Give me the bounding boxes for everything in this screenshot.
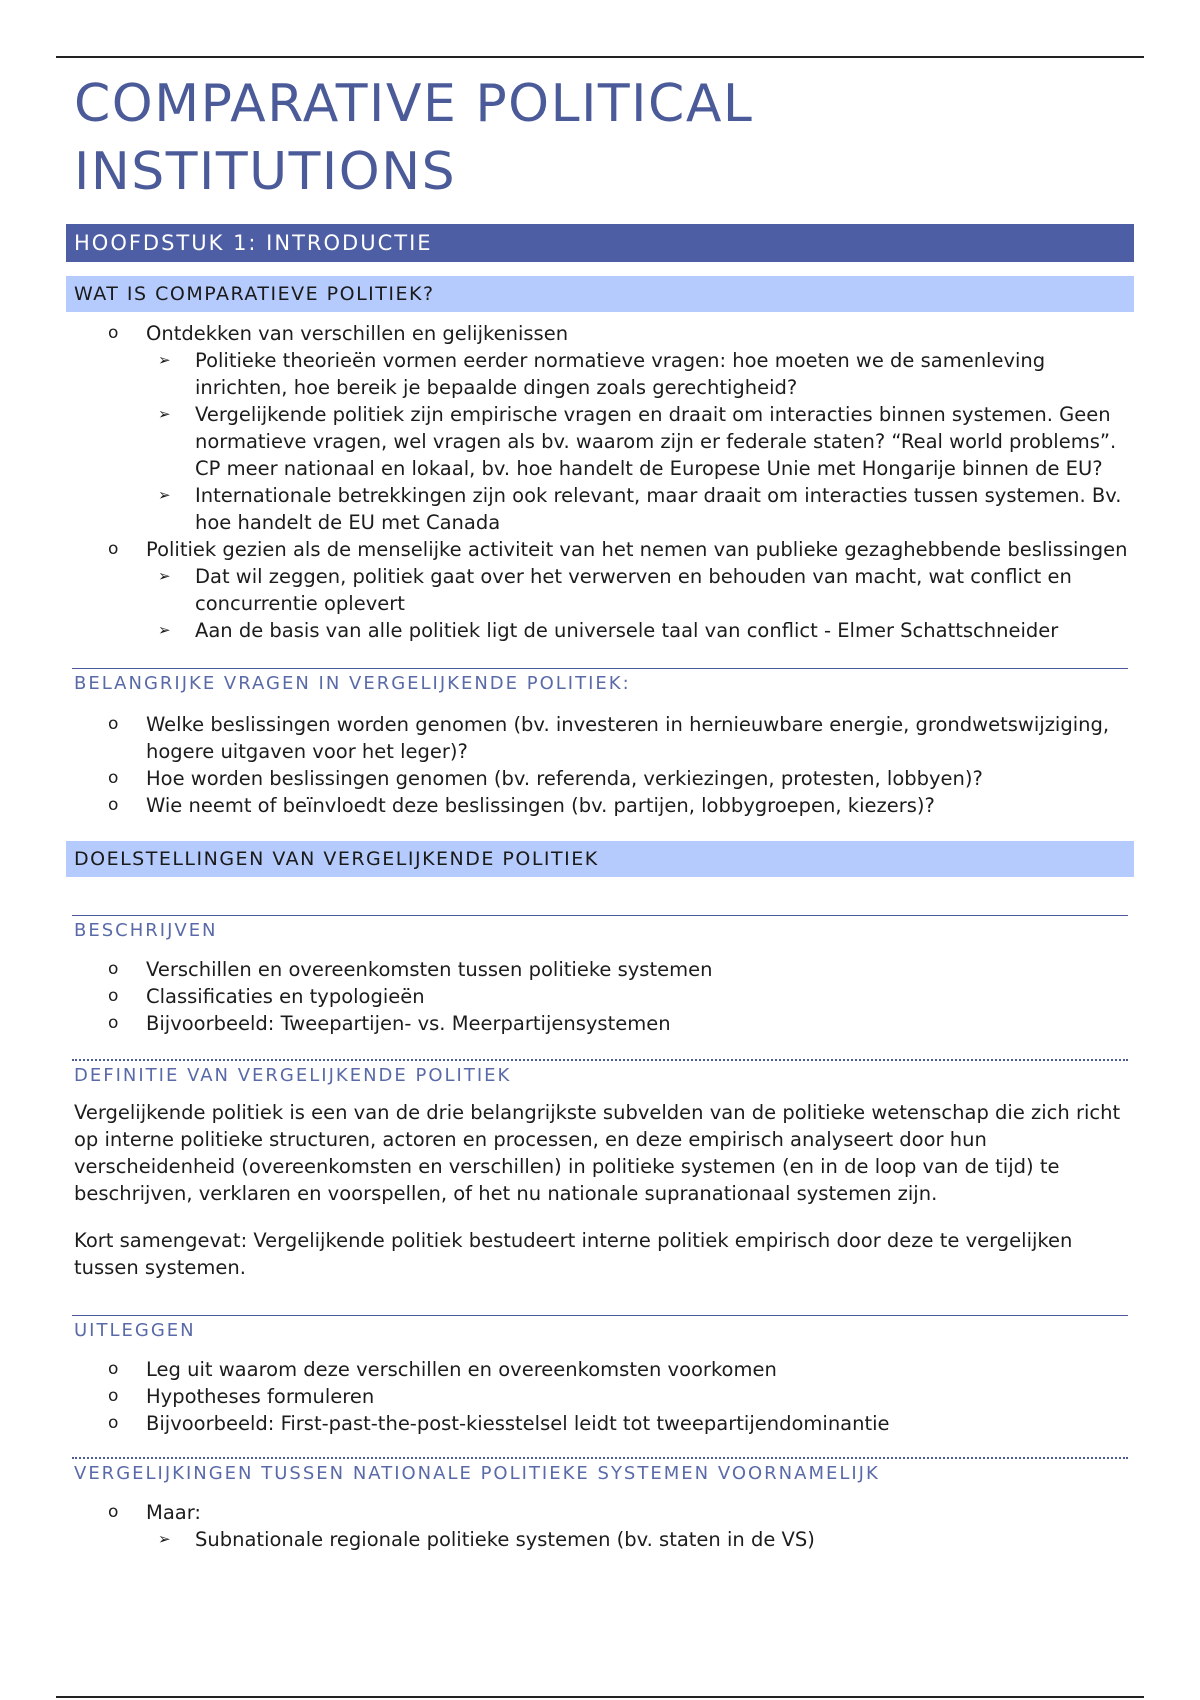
subsection-heading-comparisons: VERGELIJKINGEN TUSSEN NATIONALE POLITIEKE SYSTEMEN VOORNAMELIJK (72, 1457, 1128, 1487)
top-rule (56, 56, 1144, 58)
document-title: COMPARATIVE POLITICAL INSTITUTIONS (74, 74, 754, 202)
list-item: o Verschillen en overeenkomsten tussen politieke systemen (108, 958, 713, 981)
section1-list (66, 320, 1134, 644)
arrow-bullet-icon: ➢ (158, 486, 171, 504)
explain-list (66, 1356, 1134, 1437)
questions-list (66, 711, 1134, 819)
comparisons-list (66, 1499, 1134, 1553)
subsection-heading-describe: BESCHRIJVEN (72, 915, 1128, 944)
subsection-heading-explain: UITLEGGEN (72, 1315, 1128, 1344)
list-item: o Bijvoorbeeld: First-past-the-post-kiesstelsel leidt tot tweepartijendominantie (108, 1412, 890, 1435)
sub-list-item: ➢ Subnationale regionale politieke systemen (bv. staten in de VS) (158, 1528, 815, 1551)
describe-list (66, 956, 1134, 1037)
bullet-icon: o (108, 959, 119, 979)
list-item: o Welke beslissingen worden genomen (bv. investeren in hernieuwbare energie, grondwetswijziging, hogere uitgaven voor het leger)? (108, 713, 1110, 763)
list-item: o Bijvoorbeeld: Tweepartijen- vs. Meerpartijensystemen (108, 1012, 671, 1035)
bullet-icon: o (108, 1013, 119, 1033)
definition-paragraph: Vergelijkende politiek is een van de drie belangrijkste subvelden van de politieke wetenschap die zich richt op interne politieke structuren, actoren en processen, en deze empirisch analyseert door hun verscheidenheid (overeenkomsten en verschillen) in politieke systemen (en in de loop van de tijd) te beschrijven, verklaren en voorspellen, of het nu nationale supranationaal systemen zijn. (74, 1101, 1121, 1205)
list-item: o Hoe worden beslissingen genomen (bv. referenda, verkiezingen, protesten, lobbyen)? (108, 767, 983, 790)
bullet-icon: o (108, 795, 119, 815)
arrow-bullet-icon: ➢ (158, 567, 171, 585)
sub-list-item: ➢ Aan de basis van alle politiek ligt de universele taal van conflict - Elmer Schattschneider (158, 619, 1059, 642)
bullet-icon: o (108, 1502, 119, 1522)
bullet-icon: o (108, 323, 119, 343)
sub-list-item: ➢ Dat wil zeggen, politiek gaat over het verwerven en behouden van macht, wat conflict en concurrentie oplevert (158, 565, 1072, 615)
section-heading-goals: DOELSTELLINGEN VAN VERGELIJKENDE POLITIEK (66, 841, 1134, 877)
arrow-bullet-icon: ➢ (158, 405, 171, 423)
bullet-icon: o (108, 986, 119, 1006)
list-item: o Ontdekken van verschillen en gelijkenissen ➢ Politieke theorieën vormen eerder normatieve vragen: hoe moeten we de samenleving inrichten, hoe bereik je bepaalde dingen zoals gerechtigheid? ➢ Vergelijkende politiek zijn empirische vragen en draait om interacties binnen systemen. Geen normatieve vragen, wel vragen als bv. waarom zijn er federale staten? “Real world problems”. CP meer nationaal en lokaal, bv. hoe handelt de Europese Unie met Hongarije binnen de EU? ➢ Internationale betrekkingen zijn ook relevant, maar draait om interacties tussen systemen. Bv. hoe handelt de EU met Canada (66, 320, 1134, 536)
arrow-bullet-icon: ➢ (158, 1530, 171, 1548)
list-item: o Maar: ➢ Subnationale regionale politieke systemen (bv. staten in de VS) (66, 1499, 1134, 1553)
section-heading-what-is-cp: WAT IS COMPARATIEVE POLITIEK? (66, 276, 1134, 312)
bullet-icon: o (108, 1359, 119, 1379)
bullet-icon: o (108, 1413, 119, 1433)
bullet-icon: o (108, 714, 119, 734)
list-item: o Classificaties en typologieën (108, 985, 425, 1008)
subsection-heading-questions: BELANGRIJKE VRAGEN IN VERGELIJKENDE POLITIEK: (72, 668, 1128, 697)
subsection-heading-definition: DEFINITIE VAN VERGELIJKENDE POLITIEK (72, 1059, 1128, 1089)
bottom-rule (56, 1696, 1144, 1698)
list-item: o Politiek gezien als de menselijke activiteit van het nemen van publieke gezaghebbende beslissingen ➢ Dat wil zeggen, politiek gaat over het verwerven en behouden van macht, wat conflict en concurrentie oplevert ➢ Aan de basis van alle politiek ligt de universele taal van conflict - Elmer Schattschneider (66, 536, 1134, 644)
arrow-bullet-icon: ➢ (158, 351, 171, 369)
sub-list-item: ➢ Politieke theorieën vormen eerder normatieve vragen: hoe moeten we de samenleving inrichten, hoe bereik je bepaalde dingen zoals gerechtigheid? (158, 349, 1046, 399)
arrow-bullet-icon: ➢ (158, 621, 171, 639)
bullet-icon: o (108, 539, 119, 559)
list-item: o Wie neemt of beïnvloedt deze beslissingen (bv. partijen, lobbygroepen, kiezers)? (108, 794, 935, 817)
list-item: o Leg uit waarom deze verschillen en overeenkomsten voorkomen (108, 1358, 777, 1381)
sub-list-item: ➢ Vergelijkende politiek zijn empirische vragen en draait om interacties binnen systemen. Geen normatieve vragen, wel vragen als bv. waarom zijn er federale staten? “Real world problems”. CP meer nationaal en lokaal, bv. hoe handelt de Europese Unie met Hongarije binnen de EU? (158, 403, 1117, 480)
chapter-heading: HOOFDSTUK 1: INTRODUCTIE (66, 224, 1134, 262)
bullet-icon: o (108, 1386, 119, 1406)
document-page (66, 66, 1134, 1553)
bullet-icon: o (108, 768, 119, 788)
summary-paragraph: Kort samengevat: Vergelijkende politiek bestudeert interne politiek empirisch door deze te vergelijken tussen systemen. (74, 1229, 1073, 1279)
sub-list-item: ➢ Internationale betrekkingen zijn ook relevant, maar draait om interacties tussen systemen. Bv. hoe handelt de EU met Canada (158, 484, 1122, 534)
list-item: o Hypotheses formuleren (108, 1385, 375, 1408)
